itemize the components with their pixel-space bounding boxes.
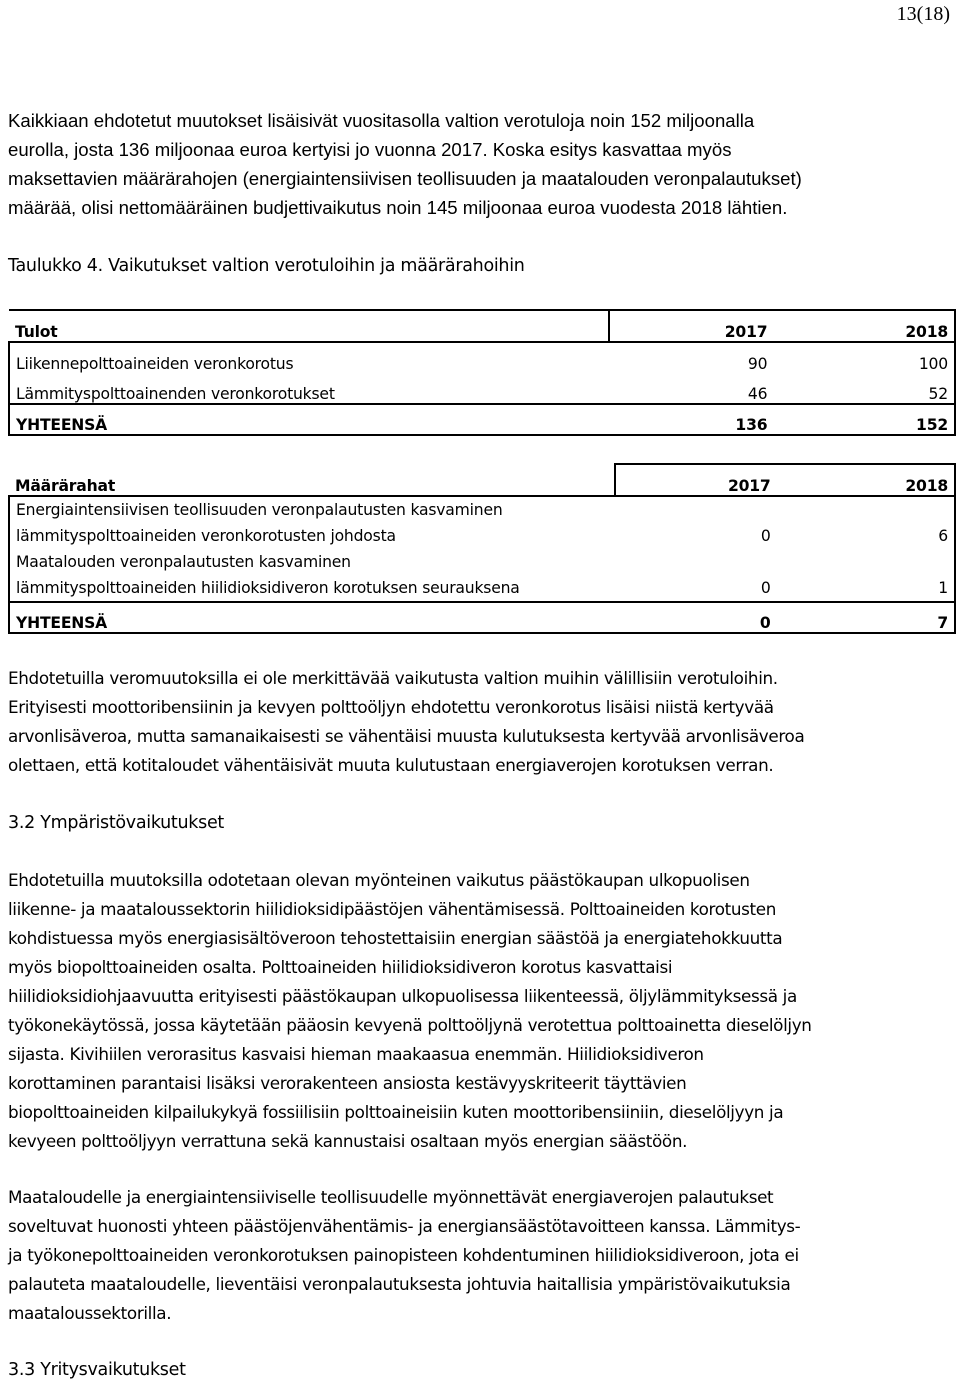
header-year-2018: 2018: [777, 464, 955, 496]
total-2017: 0: [615, 602, 776, 633]
total-label: YHTEENSÄ: [9, 602, 615, 633]
table-header-row: [9, 464, 955, 496]
row-label: Lämmityspolttoainenden veronkorotukset: [9, 373, 609, 404]
value-2017: 0: [760, 579, 771, 597]
paragraph-line: Erityisesti moottoribensiinin ja kevyen polttoöljyn ehdotettu veronkorotus lisäisi niistä kertyvää: [8, 697, 774, 717]
table-row: [9, 496, 955, 549]
intro-line: eurolla, josta 136 miljoonaa euroa kertyisi jo vuonna 2017. Koska esitys kasvattaa myös: [8, 139, 732, 160]
total-2018: 7: [777, 602, 955, 633]
value-2017: 90: [609, 342, 773, 373]
section-heading-3-2: 3.2 Ympäristövaikutukset: [8, 813, 224, 833]
paragraph-line: palauteta maataloudelle, lieventäisi veronpalautuksesta johtuvia haitallisia ympäristövaikutuksia: [8, 1274, 791, 1294]
row-label-line: lämmityspolttoaineiden hiilidioksidiveron korotuksen seurauksena: [16, 579, 520, 597]
header-label: Tulot: [9, 310, 609, 342]
environment-paragraph: [8, 866, 956, 1156]
paragraph-line: ja työkonepolttoaineiden veronkorotuksen painopisteen kohdentuminen hiilidioksidiveroon, jota ei: [8, 1245, 799, 1265]
table-caption: Taulukko 4. Vaikutukset valtion verotuloihin ja määrärahoihin: [8, 256, 525, 276]
table-header-row: [9, 310, 955, 342]
intro-paragraph: [8, 106, 956, 222]
row-label-line: lämmityspolttoaineiden veronkorotusten johdosta: [16, 527, 396, 545]
value-2018: 52: [773, 373, 955, 404]
paragraph-line: soveltuvat huonosti yhteen päästöjenvähentämis- ja energiansäästötavoitteen kanssa. Lämmitys-: [8, 1216, 801, 1236]
section-heading-3-3: 3.3 Yritysvaikutukset: [8, 1360, 186, 1380]
table-total-row: [9, 602, 955, 633]
value-2017: 46: [747, 385, 768, 403]
value-2018: 6: [777, 496, 955, 549]
paragraph-line: maataloussektorilla.: [8, 1303, 172, 1323]
row-label: [9, 496, 615, 549]
table-row: [9, 342, 955, 373]
header-year-2018: 2018: [773, 310, 955, 342]
paragraph-line: Maataloudelle ja energiaintensiiviselle teollisuudelle myönnettävät energiaverojen palautukset: [8, 1187, 774, 1207]
intro-line: maksettavien määrärahojen (energiaintensiivisen teollisuuden ja maatalouden veronpalautukset): [8, 168, 802, 189]
intro-line: Kaikkiaan ehdotetut muutokset lisäisivät vuositasolla valtion verotuloja noin 152 miljoonalla: [8, 110, 755, 131]
paragraph-line: korottaminen parantaisi lisäksi verorakenteen ansiosta kestävyyskriteerit täyttävien: [8, 1073, 687, 1093]
paragraph-line: liikenne- ja maataloussektorin hiilidioksidipäästöjen vähentämisessä. Polttoaineiden korotusten: [8, 899, 777, 919]
table-row: [9, 373, 955, 404]
total-2018: 152: [773, 404, 955, 435]
paragraph-line: arvonlisäveroa, mutta samanaikaisesti se vähentäisi muusta kulutuksesta kertyvää arvonlisäveroa: [8, 726, 805, 746]
paragraph-line: Ehdotetuilla veromuutoksilla ei ole merkittävää vaikutusta valtion muihin välillisiin verotuloihin.: [8, 668, 778, 688]
page-number: 13(18): [896, 3, 950, 25]
paragraph-line: kevyeen polttoöljyyn verrattuna sekä kannustaisi osaltaan myös energian säästöön.: [8, 1131, 688, 1151]
refunds-paragraph: [8, 1183, 956, 1328]
intro-line: määrää, olisi nettomääräinen budjettivaikutus noin 145 miljoonaa euroa vuodesta 2018 lähtien.: [8, 197, 788, 218]
header-year-2017: 2017: [609, 310, 773, 342]
table-row: [9, 549, 955, 602]
row-label-line: Maatalouden veronpalautusten kasvaminen: [16, 553, 351, 571]
value-2017: 0: [615, 496, 776, 549]
other-revenue-paragraph: [8, 664, 956, 780]
value-2018: 100: [773, 342, 955, 373]
paragraph-line: hiilidioksidiohjaavuutta erityisesti päästökaupan ulkopuolisessa liikenteessä, öljylämmityksessä ja: [8, 986, 797, 1006]
paragraph-line: myös biopolttoaineiden osalta. Polttoaineiden hiilidioksidiveron korotus kasvattaisi: [8, 957, 673, 977]
paragraph-line: sijasta. Kivihiilen verorasitus kasvaisi hieman maakaasua enemmän. Hiilidioksidiveron: [8, 1044, 704, 1064]
header-year-2017: 2017: [615, 464, 776, 496]
total-label: YHTEENSÄ: [9, 404, 609, 435]
paragraph-line: Ehdotetuilla muutoksilla odotetaan olevan myönteinen vaikutus päästökaupan ulkopuolisen: [8, 870, 750, 890]
income-table: [8, 309, 956, 436]
row-label: Liikennepolttoaineiden veronkorotus: [9, 342, 609, 373]
value-2018: 1: [777, 549, 955, 602]
paragraph-line: työkonekäytössä, jossa käytetään pääosin kevyenä polttoöljynä verotettua polttoainetta dieselöljyn: [8, 1015, 812, 1035]
row-label-line: Energiaintensiivisen teollisuuden veronpalautusten kasvaminen: [16, 501, 503, 519]
appropriations-table: [8, 463, 956, 634]
row-label: [9, 549, 615, 602]
paragraph-line: kohdistuessa myös energiasisältöveroon tehostettaisiin energian säästöä ja energiatehokkuutta: [8, 928, 783, 948]
header-label: Määrärahat: [15, 477, 116, 495]
total-2017: 136: [609, 404, 773, 435]
paragraph-line: olettaen, että kotitaloudet vähentäisivät muuta kulutustaan energiaverojen korotuksen verran.: [8, 755, 774, 775]
table-total-row: [9, 404, 955, 435]
paragraph-line: biopolttoaineiden kilpailukykyä fossiilisiin polttoaineisiin kuten moottoribensiiniin, dieselöljyyn ja: [8, 1102, 784, 1122]
